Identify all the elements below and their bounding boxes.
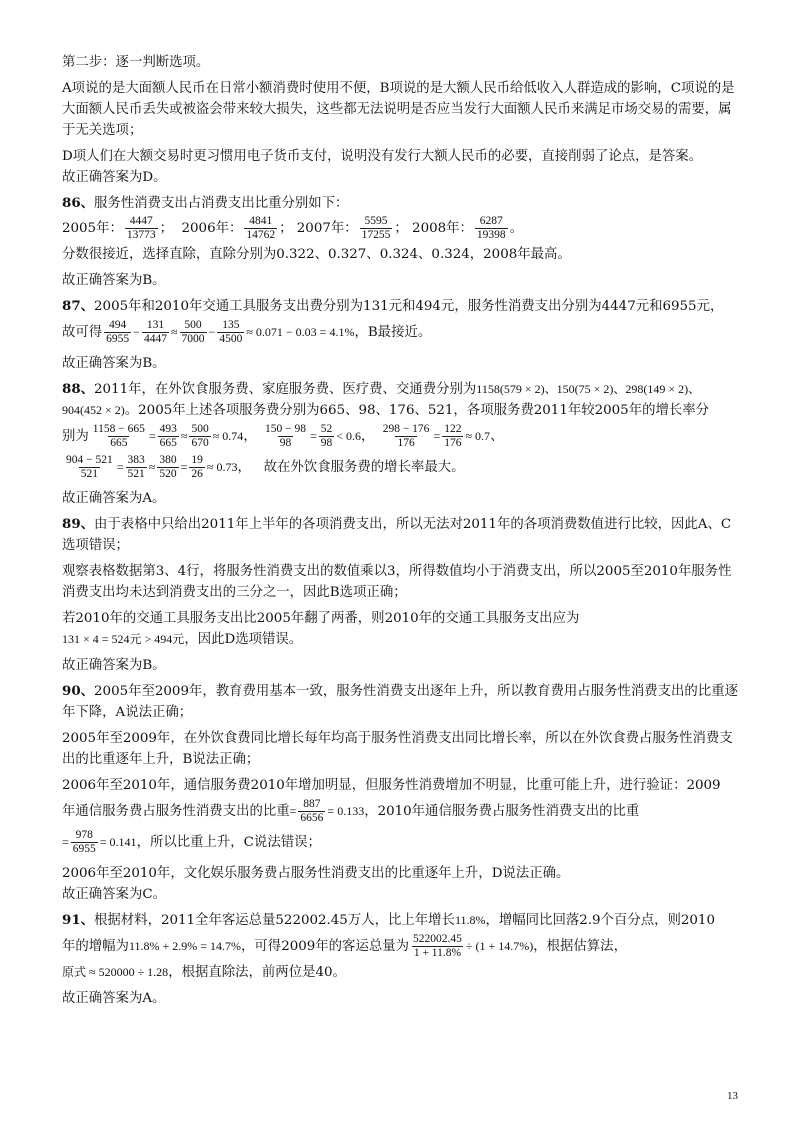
q86-text: 分数很接近，选择直除，直除分别为0.322、0.327、0.324、0.324，2008年最高。 — [62, 247, 571, 262]
q91-estimate: 原式 ≈ 520000 ÷ 1.28，根据直除法，前两位是40。 — [62, 965, 346, 980]
fraction: $\frac{5595}{17255}$ — [361, 215, 391, 241]
document-body — [62, 52, 738, 1009]
q86-ratios: 2005年： $\frac{4447}{13773}$ ； 2006年： $\frac{4841}{14762}$ ； 2007年： $\frac{5595}{17255}$ ； 2008年： $\frac{6287}{19398}$ 。 — [62, 215, 524, 241]
options-abc-analysis: A项说的是大面额人民币在日常小额消费时使用不便，B项说的是大额人民币给低收入人群造成的影响，C项说的是大面额人民币丢失或被盗会带来较大损失，这些都无法说明是否应当发行大面额人民币来满足市场交易的需要，属于无关选项； — [62, 81, 735, 138]
q91-answer: 故正确答案为A。 — [62, 991, 166, 1006]
fraction: $\frac{122}{176}$ — [444, 423, 462, 449]
q88-growth-rates-2: $\frac{904 - 521}{521}$ = $\frac{383}{521}$ ≈ $\frac{380}{520}$ = $\frac{19}{26}$ ≈ 0.73， 故在外饮食服务费的增长率最大。 — [66, 454, 465, 480]
q90-number: 90、 — [62, 683, 95, 699]
q87-answer: 故正确答案为B。 — [62, 356, 166, 371]
q90-ratio-2010: = $\frac{978}{6955}$ = 0.141，所以比重上升，C说法错误； — [62, 829, 321, 855]
fraction: $\frac{887}{6656}$ — [300, 798, 324, 824]
fraction: $\frac{1158 - 665}{665}$ — [92, 423, 145, 449]
q89-p1: 89、由于表格中只给出2011年上半年的各项消费支出，所以无法对2011年的各项消费数值进行比较，因此A、C选项错误； — [62, 516, 732, 553]
q89-answer: 故正确答案为B。 — [62, 658, 166, 673]
fraction: $\frac{4447}{13773}$ — [126, 215, 156, 241]
q88-text: 88、2011年，在外饮食服务费、家庭服务费、医疗费、交通费分别为1158(579 × 2)、150(75 × 2)、298(149 × 2)、 — [62, 381, 701, 397]
q90-answer: 故正确答案为C。 — [62, 887, 166, 902]
page-number: 13 — [727, 1090, 738, 1102]
q88-growth-rates: 别为 $\frac{1158 - 665}{665}$ = $\frac{493}{665}$ ≈ $\frac{500}{670}$ ≈ 0.74， $\frac{150 - 98}{98}$ = $\frac{52}{98}$ < 0.6， $\frac{298 - 176}{176}$ = $\frac{122}{176}$ ≈ 0.7、 — [62, 423, 504, 449]
q90-p3: 2006年至2010年，通信服务费2010年增加明显，但服务性消费增加不明显，比重可能上升，进行验证：2009 — [62, 778, 721, 793]
fraction: $\frac{493}{665}$ — [159, 423, 177, 449]
q88-text-2: 904(452 × 2)。2005年上述各项服务费分别为665、98、176、521，各项服务费2011年较2005年的增长率分 — [62, 403, 710, 418]
fraction: $\frac{19}{26}$ — [191, 454, 203, 480]
fraction: $\frac{904 - 521}{521}$ — [66, 454, 113, 480]
q90-p7: 2006年至2010年，文化娱乐服务费占服务性消费支出的比重逐年上升，D说法正确。 — [62, 866, 570, 881]
fraction: $\frac{131}{4447}$ — [143, 319, 167, 345]
fraction: $\frac{6287}{19398}$ — [476, 215, 506, 241]
fraction: $\frac{298 - 176}{176}$ — [382, 423, 430, 449]
q89-p3-formula: 131 × 4 = 524元 > 494元，因此D选项错误。 — [62, 632, 303, 647]
q87-formula: 故可得 $\frac{494}{6955}$ − $\frac{131}{4447}$ ≈ $\frac{500}{7000}$ − $\frac{135}{4500}$ ≈ 0.071 − 0.03 = 4.1%，B最接近。 — [62, 319, 432, 345]
fraction: $\frac{500}{670}$ — [191, 423, 209, 449]
q91-formula: 年的增幅为11.8% + 2.9% = 14.7%，可得2009年的客运总量为 $\frac{522002.45}{1 + 11.8\%}$ ÷ (1 + 14.7%)，根据估算法， — [62, 933, 627, 959]
step-heading: 第二步：逐一判断选项。 — [62, 55, 210, 70]
fraction: $\frac{500}{7000}$ — [181, 319, 205, 345]
q86-answer: 故正确答案为B。 — [62, 273, 166, 288]
q90-p1: 90、2005年至2009年，教育费用基本一致，服务性消费支出逐年上升，所以教育费用占服务性消费支出的比重逐年下降，A说法正确； — [62, 683, 738, 720]
fraction: $\frac{150 - 98}{98}$ — [264, 423, 306, 449]
fraction: $\frac{135}{4500}$ — [219, 319, 243, 345]
fraction: $\frac{494}{6955}$ — [106, 319, 130, 345]
answer-line: 故正确答案为D。 — [62, 170, 167, 185]
q89-p3: 若2010年的交通工具服务支出比2005年翻了两番，则2010年的交通工具服务支出应为 — [62, 611, 580, 626]
q87-number: 87、 — [62, 298, 95, 314]
fraction: $\frac{4841}{14762}$ — [246, 215, 276, 241]
q91-number: 91、 — [62, 912, 95, 928]
fraction: $\frac{522002.45}{1 + 11.8\%}$ — [413, 933, 462, 959]
fraction: $\frac{380}{520}$ — [159, 454, 177, 480]
q90-p2: 2005年至2009年，在外饮食费同比增长每年均高于服务性消费支出同比增长率，所以在外饮食费占服务性消费支出的比重逐年上升，B说法正确； — [62, 731, 733, 767]
q89-number: 89、 — [62, 516, 95, 532]
fraction: $\frac{383}{521}$ — [127, 454, 145, 480]
q90-ratio-2009: 年通信服务费占服务性消费支出的比重= $\frac{887}{6656}$ = 0.133，2010年通信服务费占服务性消费支出的比重 — [62, 798, 640, 824]
fraction: $\frac{52}{98}$ — [320, 423, 333, 449]
q91-p1: 91、根据材料，2011全年客运总量522002.45万人，比上年增长11.8%，增幅同比回落2.9个百分点，则2010 — [62, 912, 715, 928]
q86-title: 86、服务性消费支出占消费支出比重分别如下： — [62, 195, 349, 211]
option-d-analysis: D项人们在大额交易时更习惯用电子货币支付，说明没有发行大额人民币的必要，直接削弱了论点，是答案。 — [62, 149, 703, 164]
q87-text: 87、2005年和2010年交通工具服务支出费分别为131元和494元，服务性消费支出分别为4447元和6955元， — [62, 298, 724, 314]
q86-number: 86、 — [62, 195, 95, 211]
fraction: $\frac{978}{6955}$ — [72, 829, 96, 855]
q88-answer: 故正确答案为A。 — [62, 491, 166, 506]
q88-number: 88、 — [62, 381, 95, 397]
q89-p2: 观察表格数据第3、4行，将服务性消费支出的数值乘以3，所得数值均小于消费支出，所以2005至2010年服务性消费支出均未达到消费支出的三分之一，因此B选项正确； — [62, 564, 732, 600]
